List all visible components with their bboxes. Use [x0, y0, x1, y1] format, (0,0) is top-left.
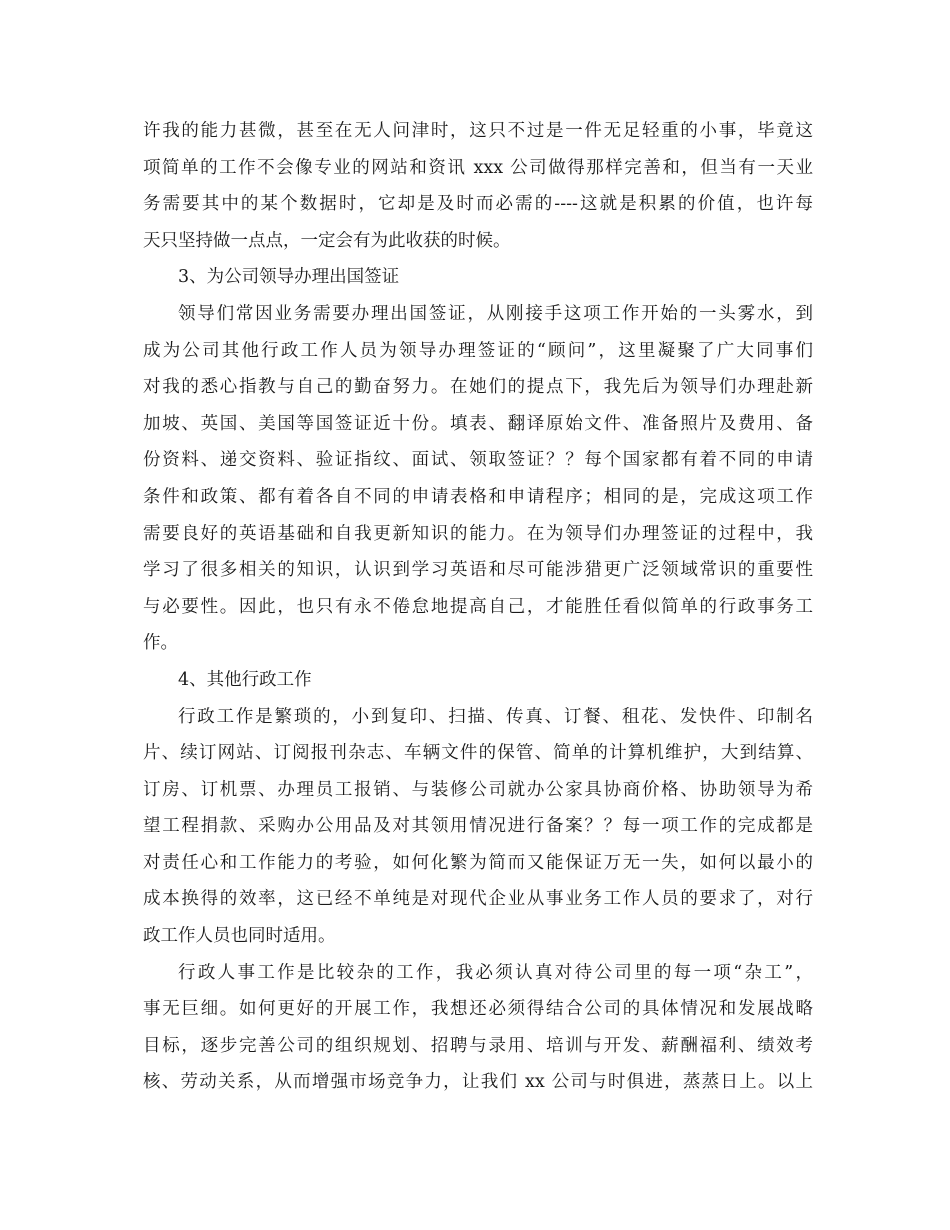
- section-heading-other-admin: 4、其他行政工作: [178, 669, 312, 690]
- text-line: 行政工作是繁琐的，小到复印、扫描、传真、订餐、租花、发快件、印制名: [178, 706, 813, 727]
- text-line: 领导们常因业务需要办理出国签证，从刚接手这项工作开始的一头雾水，到: [178, 303, 813, 324]
- text-line: 需要良好的英语基础和自我更新知识的能力。在为领导们办理签证的过程中，我: [143, 523, 813, 544]
- text-line: 份资料、递交资料、验证指纹、面试、领取签证？？每个国家都有着不同的申请: [143, 450, 813, 471]
- text-line: 天只坚持做一点点，一定会有为此收获的时候。: [143, 230, 511, 251]
- text-line: 望工程捐款、采购办公用品及对其领用情况进行备案？？每一项工作的完成都是: [143, 816, 813, 837]
- text-line: 目标，逐步完善公司的组织规划、招聘与录用、培训与开发、薪酬福利、绩效考: [143, 1035, 813, 1056]
- text-line: 项简单的工作不会像专业的网站和资讯 xxx 公司做得那样完善和，但当有一天业: [143, 157, 813, 178]
- text-line: 对我的悉心指教与自己的勤奋努力。在她们的提点下，我先后为领导们办理赴新: [143, 377, 813, 398]
- text-line: 学习了很多相关的知识，认识到学习英语和尽可能涉猎更广泛领域常识的重要性: [143, 560, 813, 581]
- text-line: 片、续订网站、订阅报刊杂志、车辆文件的保管、简单的计算机维护，大到结算、: [143, 743, 813, 764]
- section-heading-visa: 3、为公司领导办理出国签证: [178, 267, 400, 288]
- text-line: 政工作人员也同时适用。: [143, 926, 336, 947]
- text-line: 成为公司其他行政工作人员为领导办理签证的“顾问”，这里凝聚了广大同事们: [143, 340, 813, 361]
- document-body: [143, 113, 813, 1101]
- text-line: 加坡、英国、美国等国签证近十份。填表、翻译原始文件、准备照片及费用、备: [143, 413, 813, 434]
- text-line: 行政人事工作是比较杂的工作，我必须认真对待公司里的每一项“杂工”，: [178, 962, 813, 983]
- text-line: 事无巨细。如何更好的开展工作，我想还必须得结合公司的具体情况和发展战略: [143, 999, 813, 1020]
- text-line: 与必要性。因此，也只有永不倦怠地提高自己，才能胜任看似简单的行政事务工: [143, 596, 813, 617]
- text-line: 成本换得的效率，这已经不单纯是对现代企业从事业务工作人员的要求了，对行: [143, 889, 813, 910]
- text-line: 条件和政策、都有着各自不同的申请表格和申请程序；相同的是，完成这项工作: [143, 486, 813, 507]
- text-line: 订房、订机票、办理员工报销、与装修公司就办公家具协商价格、协助领导为希: [143, 779, 813, 800]
- text-line: 务需要其中的某个数据时，它却是及时而必需的----这就是积累的价值，也许每: [143, 194, 813, 215]
- text-line: 对责任心和工作能力的考验，如何化繁为简而又能保证万无一失，如何以最小的: [143, 852, 813, 873]
- text-line: 核、劳动关系，从而增强市场竞争力，让我们 xx 公司与时俱进，蒸蒸日上。以上: [143, 1072, 813, 1093]
- text-line: 许我的能力甚微，甚至在无人问津时，这只不过是一件无足轻重的小事，毕竟这: [143, 121, 813, 141]
- text-line: 作。: [143, 633, 178, 654]
